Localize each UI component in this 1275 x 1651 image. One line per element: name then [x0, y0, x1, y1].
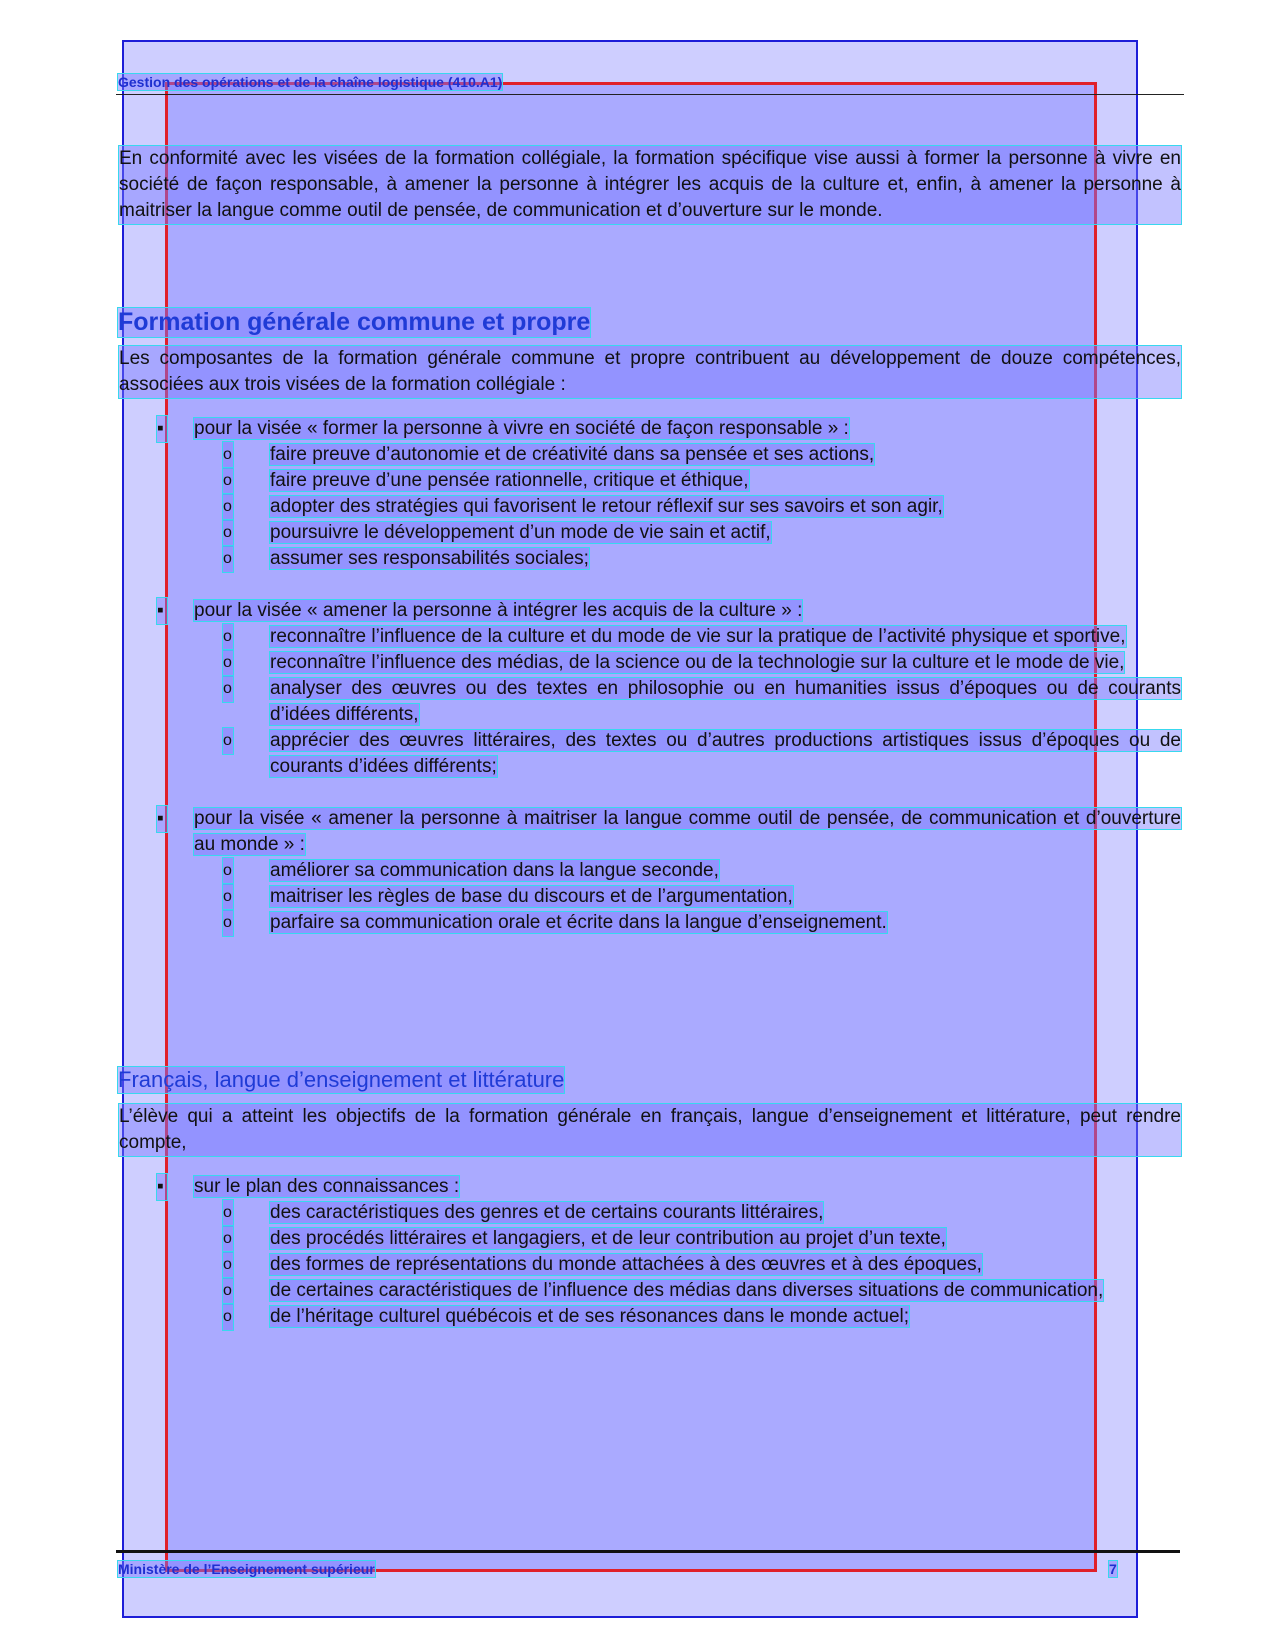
competence-item: o apprécier des œuvres littéraires, des textes ou d’autres productions artistiques issus d’époques ou de courants d’idées différents; [223, 728, 1181, 780]
competence-item: o faire preuve d’autonomie et de créativité dans sa pensée et ses actions, [223, 442, 1181, 468]
circle-bullet-icon [223, 1226, 233, 1252]
connaissance-item: o de l’héritage culturel québécois et de ses résonances dans le monde actuel; [223, 1304, 1181, 1330]
competence-item: o faire preuve d’une pensée rationnelle, critique et éthique, [223, 468, 1181, 494]
competence-item: o analyser des œuvres ou des textes en philosophie ou en humanities issus d’époques ou de courants d’idées différents, [223, 676, 1181, 728]
competence-item: o reconnaître l’influence des médias, de la science ou de la technologie sur la culture et le mode de vie, [223, 650, 1181, 676]
competence-item: o assumer ses responsabilités sociales; [223, 546, 1181, 572]
circle-bullet-icon [223, 546, 233, 572]
visee-item: ▪ pour la visée « amener la personne à maitriser la langue comme outil de pensée, de communication et d’ouverture au monde » : [157, 806, 1181, 858]
plan-item: ▪ sur le plan des connaissances : [157, 1174, 1181, 1200]
circle-bullet-icon [223, 884, 233, 910]
competence-item: o parfaire sa communication orale et écrite dans la langue d’enseignement. [223, 910, 1181, 936]
square-bullet-icon [157, 806, 167, 832]
competence-item: o adopter des stratégies qui favorisent le retour réflexif sur ses savoirs et son agir, [223, 494, 1181, 520]
connaissances-list [0, 1174, 1275, 1330]
visee-item: ▪ pour la visée « amener la personne à intégrer les acquis de la culture » : [157, 598, 1181, 624]
circle-bullet-icon [223, 520, 233, 546]
section-heading-francais: Français, langue d’enseignement et littérature [118, 1067, 565, 1092]
circle-bullet-icon [223, 1278, 233, 1304]
running-footer: Ministère de l’Enseignement supérieur [118, 1561, 375, 1577]
running-header: Gestion des opérations et de la chaîne logistique (410.A1) [118, 74, 503, 90]
circle-bullet-icon [223, 442, 233, 468]
circle-bullet-icon [223, 728, 233, 754]
circle-bullet-icon [223, 624, 233, 650]
circle-bullet-icon [223, 676, 233, 702]
square-bullet-icon [157, 598, 167, 624]
competence-item: o maitriser les règles de base du discours et de l’argumentation, [223, 884, 1181, 910]
connaissance-item: o de certaines caractéristiques de l’influence des médias dans diverses situations de communication, [223, 1278, 1181, 1304]
visee-item: ▪ pour la visée « former la personne à vivre en société de façon responsable » : [157, 416, 1181, 442]
circle-bullet-icon [223, 1200, 233, 1226]
circle-bullet-icon [223, 1252, 233, 1278]
circle-bullet-icon [223, 650, 233, 676]
circle-bullet-icon [223, 858, 233, 884]
footer-rule [116, 1550, 1180, 1553]
header-rule [116, 94, 1184, 95]
square-bullet-icon [157, 1174, 167, 1200]
connaissance-item: o des caractéristiques des genres et de certains courants littéraires, [223, 1200, 1181, 1226]
competence-item: o améliorer sa communication dans la langue seconde, [223, 858, 1181, 884]
section2-lead: L’élève qui a atteint les objectifs de la formation générale en français, langue d’enseignement et littérature, peut rendre compte, [119, 1104, 1181, 1156]
circle-bullet-icon [223, 1304, 233, 1330]
section-heading-formation-generale: Formation générale commune et propre [118, 308, 591, 336]
page-number: 7 [1109, 1561, 1117, 1577]
connaissance-item: o des procédés littéraires et langagiers, et de leur contribution au projet d’un texte, [223, 1226, 1181, 1252]
visees-list [0, 416, 1275, 936]
competence-item: o poursuivre le développement d’un mode de vie sain et actif, [223, 520, 1181, 546]
circle-bullet-icon [223, 910, 233, 936]
circle-bullet-icon [223, 494, 233, 520]
competence-item: o reconnaître l’influence de la culture et du mode de vie sur la pratique de l’activité physique et sportive, [223, 624, 1181, 650]
section1-lead: Les composantes de la formation générale commune et propre contribuent au développement de douze compétences, associées aux trois visées de la formation collégiale : [119, 346, 1181, 398]
circle-bullet-icon [223, 468, 233, 494]
square-bullet-icon [157, 416, 167, 442]
intro-paragraph: En conformité avec les visées de la formation collégiale, la formation spécifique vise aussi à former la personne à vivre en société de façon responsable, à amener la personne à intégrer les acquis de la culture et, enfin, à amener la personne à maitriser la langue comme outil de pensée, de communication et d’ouverture sur le monde. [119, 146, 1181, 224]
connaissance-item: o des formes de représentations du monde attachées à des œuvres et à des époques, [223, 1252, 1181, 1278]
